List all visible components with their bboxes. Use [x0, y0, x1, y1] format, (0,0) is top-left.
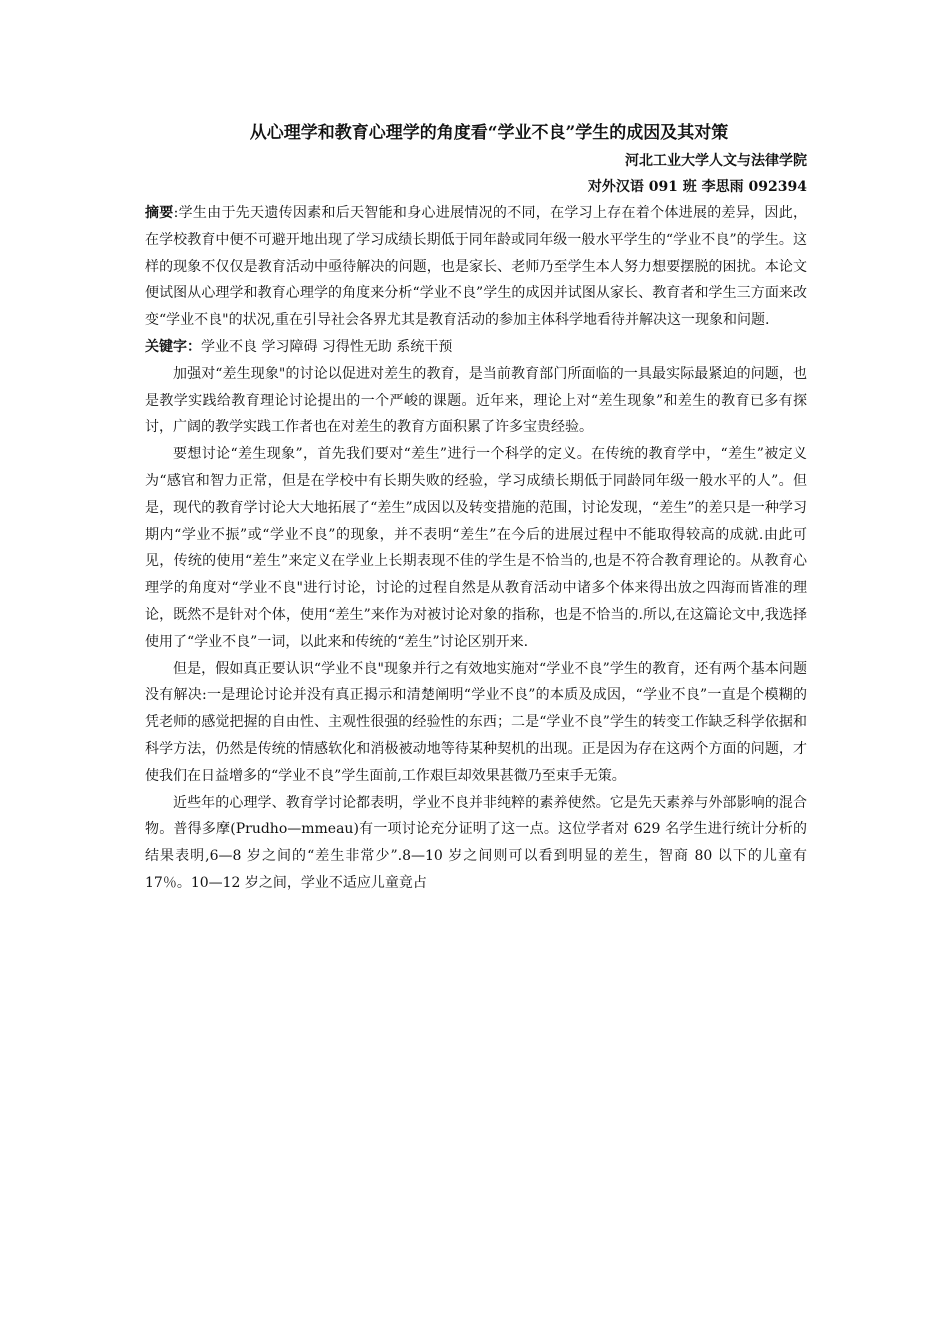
keywords-label: 关键字：: [145, 338, 201, 355]
keywords-text: 学业不良 学习障碍 习得性无助 系统干预: [201, 338, 453, 355]
document-page: [145, 118, 807, 897]
document-title: 从心理学和教育心理学的角度看“学业不良”学生的成因及其对策: [249, 123, 729, 143]
affiliation-author: 对外汉语 091 班 李思雨 092394: [587, 179, 807, 195]
affiliation-school: 河北工业大学人文与法律学院: [625, 153, 807, 169]
abstract: [145, 200, 807, 334]
body-paragraph: 近些年的心理学、教育学讨论都表明，学业不良并非纯粹的素养使然。它是先天素养与外部影响的混合物。普得多摩(Prudho—mmeau)有一项讨论充分证明了这一点。这位学者对 629 名学生进行统计分析的结果表明,6—8 岁之间的“差生非常少”.8—10 岁之间则可以看到明显的差生，智商 80 以下的儿童有 17％。10—12 岁之间，学业不适应儿童竟占: [145, 794, 807, 891]
body-paragraph: 但是，假如真正要认识“学业不良"现象并行之有效地实施对“学业不良”学生的教育，还有两个基本问题没有解决:一是理论讨论并没有真正揭示和清楚阐明“学业不良”的本质及成因，“学业不良”一直是个模糊的凭老师的感觉把握的自由性、主观性很强的经验性的东西；二是“学业不良”学生的转变工作缺乏科学依据和科学方法，仍然是传统的情感软化和消极被动地等待某种契机的出现。正是因为存在这两个方面的问题，才使我们在日益增多的“学业不良”学生面前,工作艰巨却效果甚微乃至束手无策。: [145, 660, 807, 784]
keywords: [145, 334, 807, 361]
body-paragraph: 要想讨论“差生现象”，首先我们要对“差生”进行一个科学的定义。在传统的教育学中，“差生”被定义为“感官和智力正常，但是在学校中有长期失败的经验，学习成绩长期低于同龄同年级一般水平的人”。但是，现代的教育学讨论大大地拓展了“差生”成因以及转变措施的范围，讨论发现，“差生”的差只是一种学习期内“学业不振”或“学业不良”的现象，并不表明“差生”在今后的进展过程中不能取得较高的成就.由此可见，传统的使用“差生”来定义在学业上长期表现不佳的学生是不恰当的,也是不符合教育理论的。从教育心理学的角度对“学业不良"进行讨论，讨论的过程自然是从教育活动中诸多个体来得出放之四海而皆准的理论，既然不是针对个体，使用“差生”来作为对被讨论对象的指称，也是不恰当的.所以,在这篇论文中,我选择使用了“学业不良”一词，以此来和传统的“差生”讨论区别开来.: [145, 446, 807, 650]
abstract-text: :学生由于先天遗传因素和后天智能和身心进展情况的不同，在学习上存在着个体进展的差异，因此，在学校教育中便不可避开地出现了学习成绩长期低于同年龄或同年级一般水平学生的“学业不良”的学生。这样的现象不仅仅是教育活动中亟待解决的问题，也是家长、老师乃至学生本人努力想要摆脱的困扰。本论文便试图从心理学和教育心理学的角度来分析“学业不良”学生的成因并试图从家长、教育者和学生三方面来改变“学业不良"的状况,重在引导社会各界尤其是教育活动的参加主体科学地看待并解决这一现象和问题.: [145, 205, 807, 329]
abstract-label: 摘要: [145, 205, 174, 221]
body-paragraph: 加强对“差生现象"的讨论以促进对差生的教育，是当前教育部门所面临的一具最实际最紧迫的问题，也是教学实践给教育理论讨论提出的一个严峻的课题。近年来，理论上对“差生现象”和差生的教育已多有探讨，广阔的教学实践工作者也在对差生的教育方面积累了许多宝贵经验。: [145, 365, 807, 436]
